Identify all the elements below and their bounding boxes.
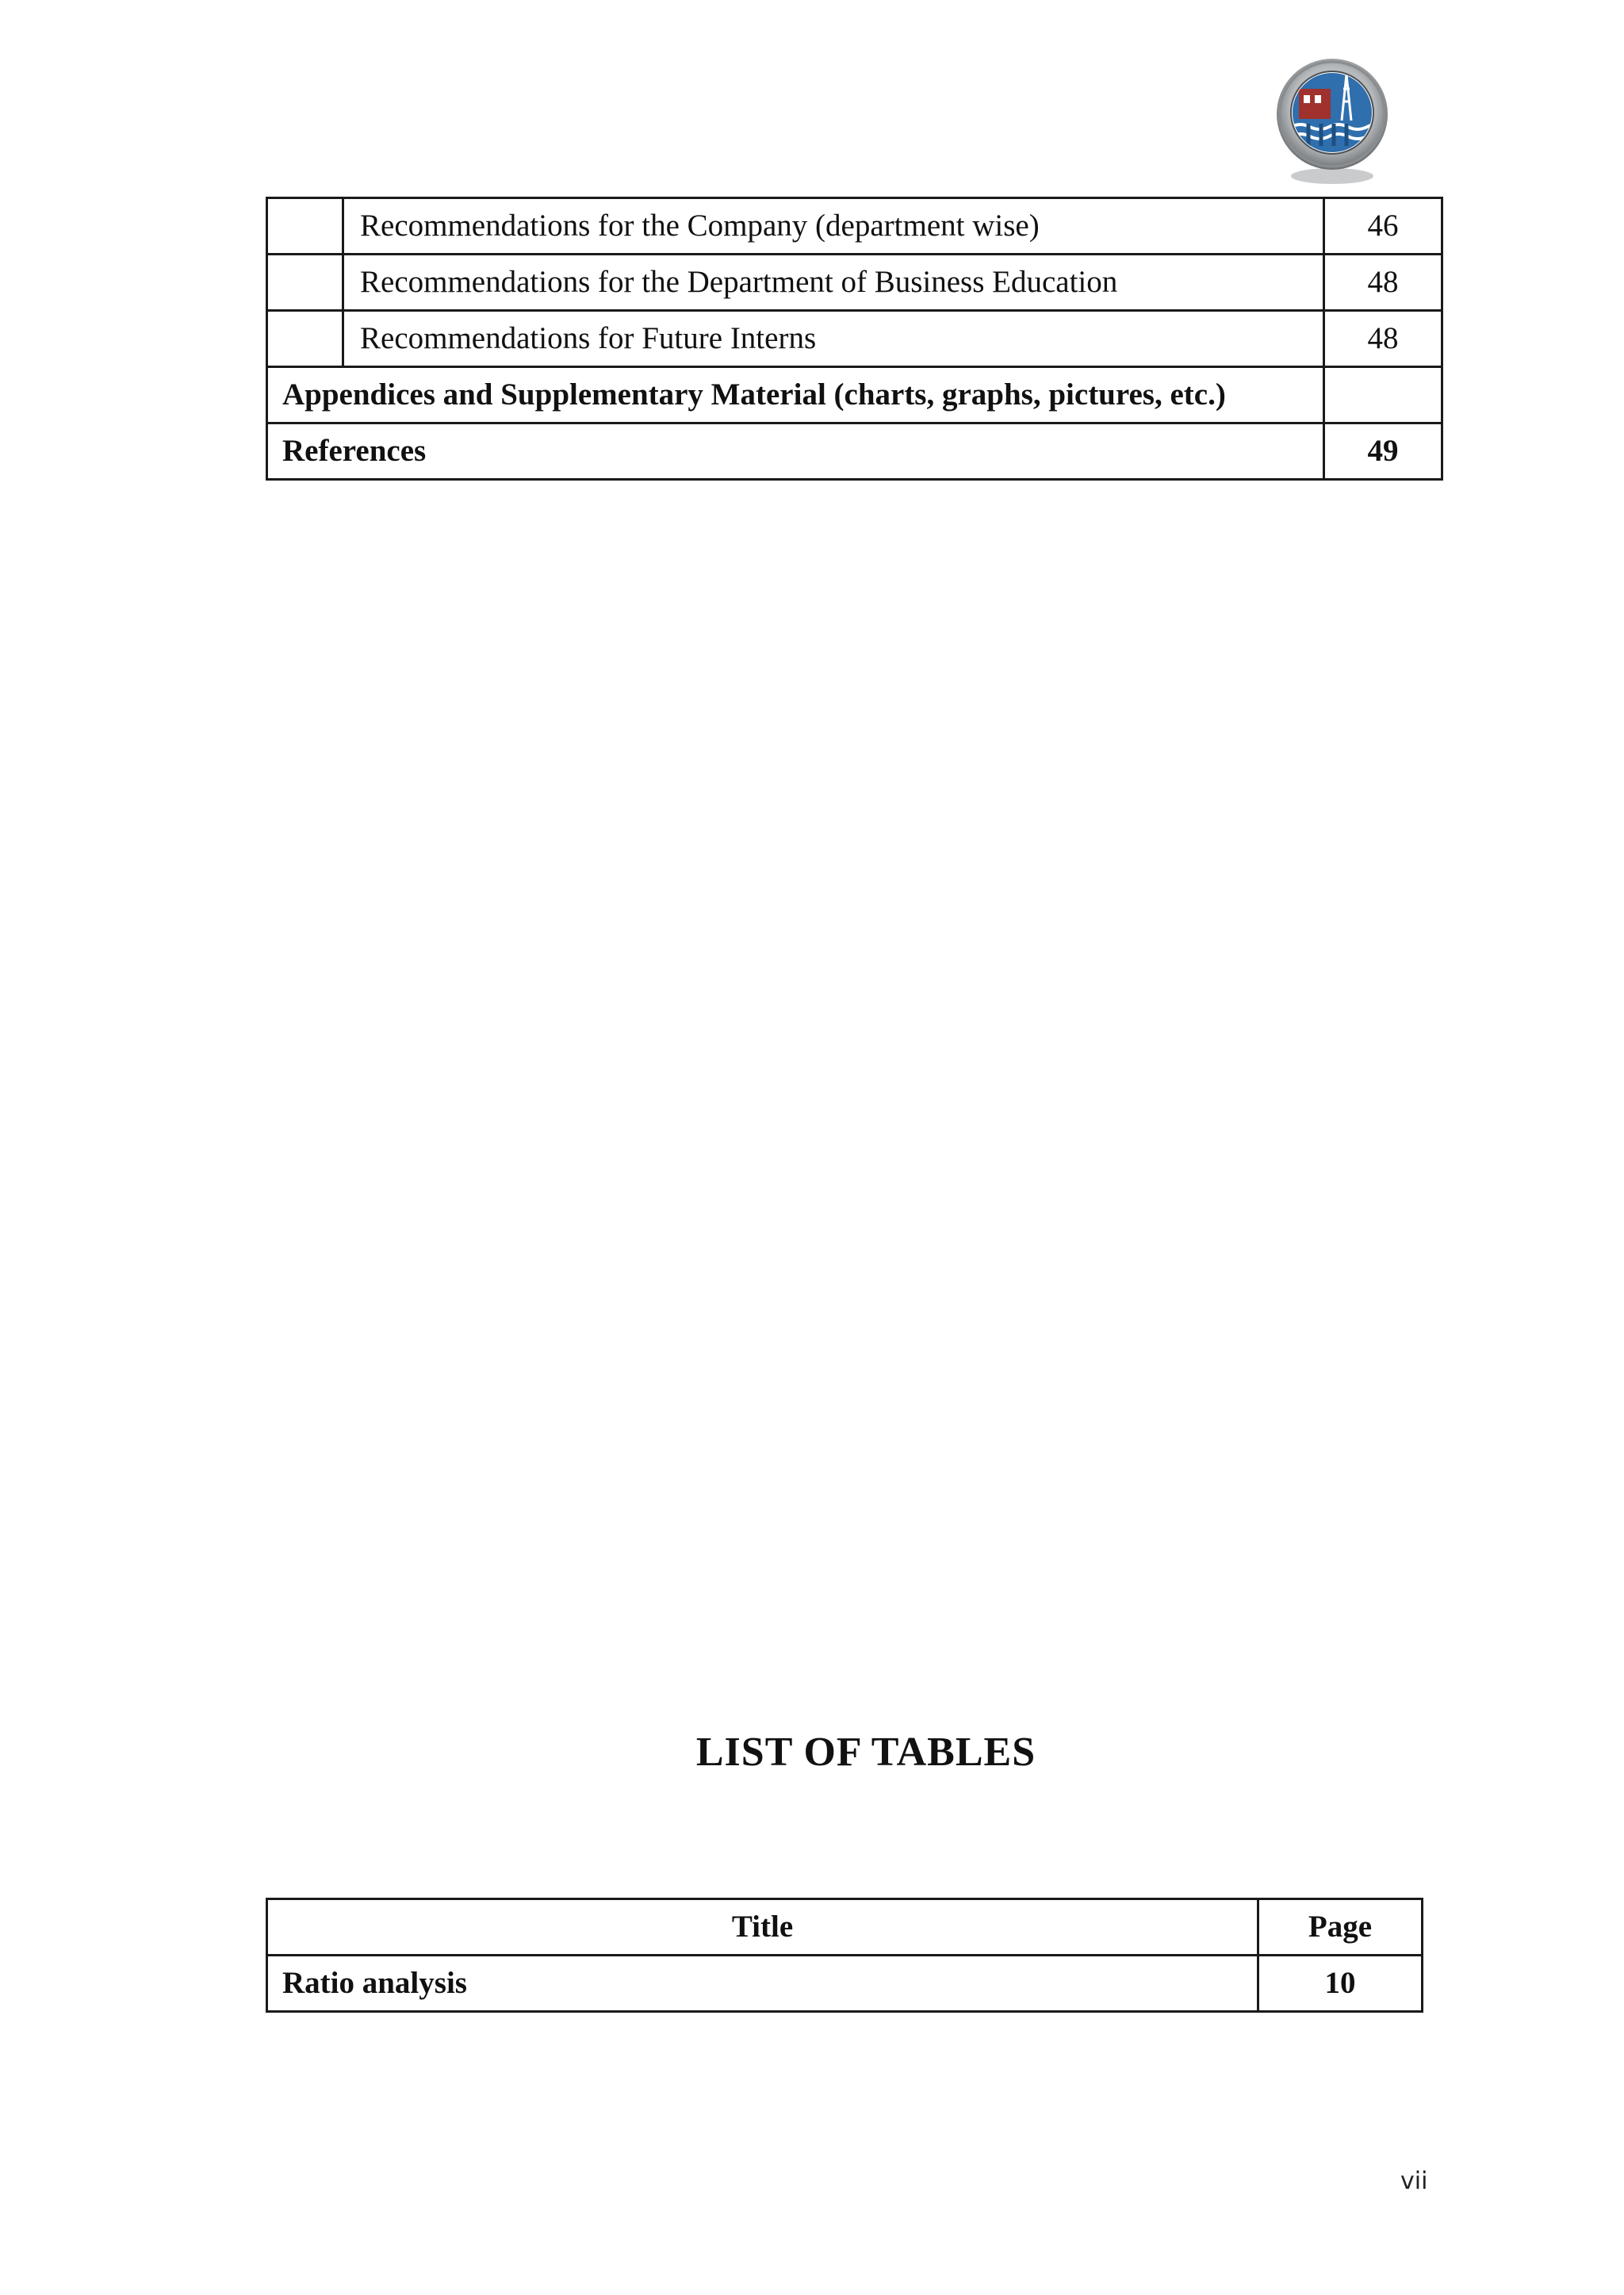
column-header-page: Page xyxy=(1258,1899,1423,1956)
toc-row xyxy=(267,198,1442,255)
table-of-contents xyxy=(266,197,1443,481)
toc-indent-cell xyxy=(267,198,343,255)
toc-entry-page: 49 xyxy=(1324,423,1442,480)
list-of-tables xyxy=(266,1898,1423,2013)
toc-section-title: Appendices and Supplementary Material (charts, graphs, pictures, etc.) xyxy=(267,367,1324,423)
toc-entry-title: Recommendations for Future Interns xyxy=(343,311,1324,367)
toc-indent-cell xyxy=(267,255,343,311)
toc-row xyxy=(267,311,1442,367)
toc-entry-page: 46 xyxy=(1324,198,1442,255)
toc-entry-page: 48 xyxy=(1324,311,1442,367)
university-seal-icon xyxy=(1269,57,1396,188)
column-header-title: Title xyxy=(267,1899,1258,1956)
list-of-tables-heading: LIST OF TABLES xyxy=(695,1730,1036,1775)
toc-entry-page: 48 xyxy=(1324,255,1442,311)
toc-entry-title: Recommendations for the Company (department wise) xyxy=(343,198,1324,255)
table-entry-title: Ratio analysis xyxy=(267,1956,1258,2012)
toc-entry-page xyxy=(1324,367,1442,423)
toc-row xyxy=(267,367,1442,423)
list-of-tables-header-row xyxy=(267,1899,1423,1956)
table-row xyxy=(267,1956,1423,2012)
toc-entry-title: Recommendations for the Department of Business Education xyxy=(343,255,1324,311)
toc-row xyxy=(267,255,1442,311)
page-number: vii xyxy=(1400,2167,1428,2195)
table-entry-page: 10 xyxy=(1258,1956,1423,2012)
toc-indent-cell xyxy=(267,311,343,367)
toc-section-title: References xyxy=(267,423,1324,480)
toc-row xyxy=(267,423,1442,480)
